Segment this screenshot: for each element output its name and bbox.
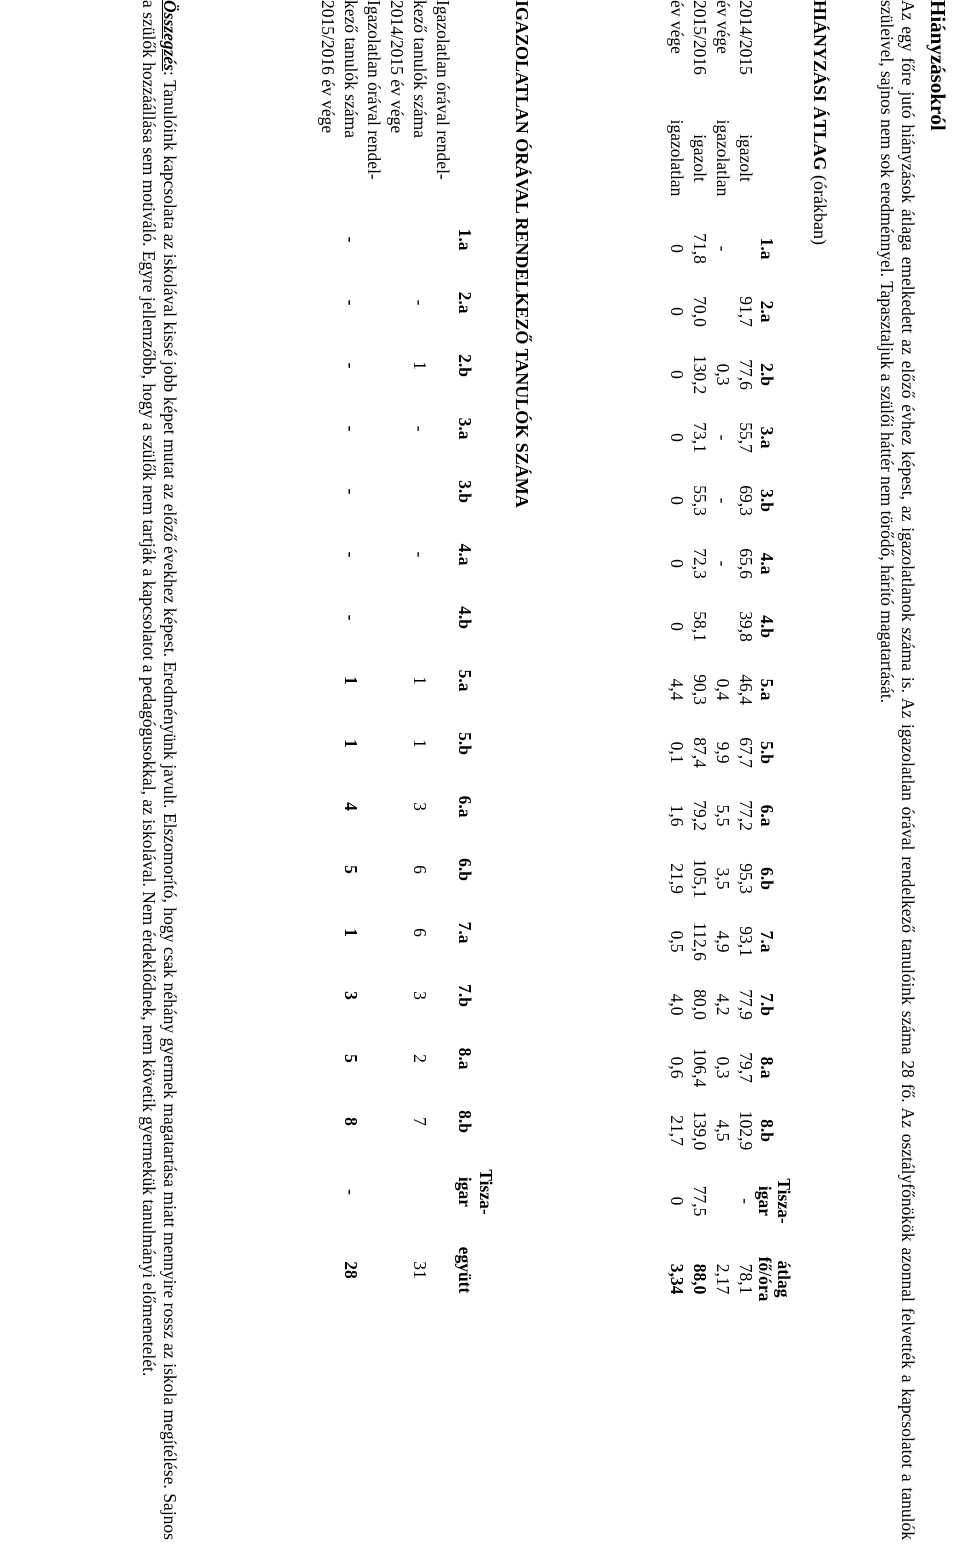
header-spacer [453,0,496,208]
table-cell [315,838,338,901]
average-cell: 78,1 [736,1263,756,1295]
col-header: 7.b [757,993,778,1016]
col-header: 7.a [757,930,778,953]
row-label: Igazolatlan órával rendel- [433,0,454,180]
table-cell: 0 [667,244,687,253]
table-cell: - [341,299,362,306]
table-cell [407,460,430,523]
col-header: 6.a [454,795,475,818]
table-cell [384,712,407,775]
table-cell [315,586,338,649]
table-cell [430,649,453,712]
table-cell: 5,5 [713,804,733,827]
table-cell [384,208,407,271]
table-cell [384,586,407,649]
table-cell [361,397,384,460]
average-cell: 3,34 [667,1263,687,1295]
unexcused-heading: IGAZOLATLAN ÓRÁVAL RENDELKEZŐ TANULÓK SZÁMA [512,0,532,508]
table-cell: 93,1 [736,926,756,957]
table-cell [361,649,384,712]
tiszaigar-cell [407,1153,430,1231]
table-cell [315,397,338,460]
row-label: kező tanulók száma [341,0,362,139]
table-cell: 3,5 [713,867,733,890]
row-period: 2014/2015 [736,0,756,75]
table-cell [361,712,384,775]
total-cell: 31 [410,1261,431,1279]
col-header: 6.b [454,858,475,881]
table-row [430,0,453,1309]
table-cell [430,460,453,523]
table-cell [710,280,733,343]
table-cell [430,838,453,901]
table-cell: 5 [341,865,362,874]
table-cell [361,1027,384,1090]
table-cell: 58,1 [690,611,710,642]
table-row [315,0,338,1309]
table-cell [384,523,407,586]
table-cell [733,217,756,280]
table-cell [315,460,338,523]
table-cell [407,586,430,649]
table-cell [407,208,430,271]
row-type: igazolt [690,134,710,182]
row-label: kező tanulók száma [410,0,431,139]
table-cell: 0,5 [667,930,687,953]
table-cell: 0,4 [713,678,733,701]
col-header: 4.b [757,615,778,638]
col-header: 2.b [757,363,778,386]
table-cell: 0,3 [713,1056,733,1079]
table-cell: 1 [341,676,362,685]
col-header: 6.a [757,804,778,827]
table-cell: 0,3 [713,363,733,386]
col-header: 8.b [454,1110,475,1133]
col-header: 5.b [757,741,778,764]
table-cell: 102,9 [736,1110,756,1151]
table-cell: 3 [410,991,431,1000]
col-header: 3.a [757,426,778,449]
tiszaigar-cell: - [736,1198,756,1204]
table-cell: 1 [410,361,431,370]
total-cell [430,1231,453,1309]
table-cell [430,271,453,334]
table-cell [384,271,407,334]
table-cell: 21,9 [667,863,687,894]
avg-table-header [756,0,796,1318]
row-type: igazolatlan [667,119,687,197]
table-cell: 0 [667,559,687,568]
table-cell [315,712,338,775]
table-cell: - [341,362,362,369]
table-cell: 91,7 [736,296,756,327]
tiszaigar-cell: - [341,1189,362,1195]
table-cell: 1 [410,676,431,685]
row-label: 2014/2015 év vége [387,0,408,134]
col-header: 8.a [757,1056,778,1079]
header-line: igar [755,1185,776,1217]
table-row [361,0,384,1309]
col-header: 4.b [454,606,475,629]
col-header-total [453,1231,496,1309]
table-cell: 4,9 [713,930,733,953]
table-cell: 0,6 [667,1056,687,1079]
table-cell: 4,4 [667,678,687,701]
table-cell [384,397,407,460]
summary-lead: Összegzés [160,0,180,71]
header-line: átlag [773,1260,794,1298]
row-type: igazolt [736,134,756,182]
col-header: 1.a [757,237,778,260]
col-header: 5.b [454,732,475,755]
table-cell [315,334,338,397]
table-cell: 130,2 [690,354,710,395]
table-cell: - [410,299,431,306]
table-cell: - [410,425,431,432]
table-cell: 2 [410,1054,431,1063]
header-line: Tisza- [773,1178,794,1224]
tiszaigar-cell [361,1153,384,1231]
table-cell: 39,8 [736,611,756,642]
table-row [338,0,361,1309]
table-cell: - [713,245,733,252]
table-cell: - [713,497,733,504]
table-cell [315,964,338,1027]
table-cell [315,208,338,271]
col-header: 4.a [757,552,778,575]
table-cell: - [341,488,362,495]
row-period: év vége [713,0,733,54]
table-cell [430,901,453,964]
tiszaigar-cell [315,1153,338,1231]
col-header-tiszaigar [453,1153,496,1231]
header-spacer [756,99,796,217]
table-cell: - [341,614,362,621]
absence-average-table [664,0,796,1318]
table-cell [315,271,338,334]
table-cell [384,649,407,712]
unexcused-students-table [315,0,496,1309]
table-cell: 0 [667,307,687,316]
header-line: Tisza- [476,1169,496,1215]
tiszaigar-cell [430,1153,453,1231]
table-cell: - [341,551,362,558]
table-cell: 105,1 [690,858,710,899]
table-cell: 79,7 [736,1052,756,1083]
table-row [687,0,710,1318]
col-header: 8.b [757,1119,778,1142]
table-cell: 1 [341,739,362,748]
table-cell: 112,6 [690,922,710,961]
table-cell [430,397,453,460]
tiszaigar-cell: 0 [667,1196,687,1206]
average-cell: 88,0 [690,1263,710,1295]
table-cell: - [713,560,733,567]
table-cell: 72,3 [690,548,710,579]
table-cell [430,712,453,775]
table-cell: 73,1 [690,422,710,453]
table-row [710,0,733,1318]
table-cell: 5 [341,1054,362,1063]
table-cell [430,1090,453,1153]
table-cell [384,775,407,838]
average-cell: 2,17 [713,1263,733,1295]
col-header: 2.a [757,300,778,323]
col-header: 3.b [454,480,475,503]
tiszaigar-cell: 77,5 [690,1185,710,1217]
table-cell: 67,7 [736,737,756,768]
total-cell: 28 [341,1261,362,1279]
header-spacer [756,0,796,99]
table-cell: 0 [667,433,687,442]
table-cell: - [713,434,733,441]
table-cell: 77,9 [736,989,756,1020]
table-cell: 69,3 [736,485,756,516]
col-header: 3.a [454,417,475,440]
table-cell [361,1090,384,1153]
table-cell: 3 [410,802,431,811]
table-cell [361,334,384,397]
table-cell: 77,6 [736,359,756,390]
total-cell [361,1231,384,1309]
tiszaigar-cell [710,1162,733,1240]
table-cell [315,1027,338,1090]
unex-table-header [453,0,496,1309]
summary-text: : Tanulóink kapcsolata az iskolával kissé jobb képet mutat az előző évekhez képest. Eredményünk javult. Elszomorító, hogy csak néhány gyermek magatartása miatt mennyire rossz az iskola megítélése. Sajnos a szülők hozzáállása sem motiváló. Egyre jellemzőbb, hogy a szülők nem tartják a kapcsolatot a pedagógusokkal, az iskolával. Nem érdeklődnek, nem követik gyermekük tanulmányi előmenetelét. [138,0,180,1540]
table-cell [361,460,384,523]
table-cell: 1 [410,739,431,748]
table-cell: 4,5 [713,1119,733,1142]
col-header: 1.a [454,228,475,251]
table-cell: 6 [410,865,431,874]
table-cell: 139,0 [690,1110,710,1151]
row-label: 2015/2016 év vége [318,0,339,134]
table-cell: 1,6 [667,804,687,827]
col-header: 2.b [454,354,475,377]
table-cell: 70,0 [690,296,710,327]
avg-heading [808,0,830,245]
table-cell: 4,0 [667,993,687,1016]
table-cell [384,334,407,397]
table-cell [361,901,384,964]
table-cell [384,838,407,901]
avg-heading-sub: (órákban) [810,175,830,246]
tiszaigar-cell [384,1153,407,1231]
table-cell [361,523,384,586]
table-cell [361,838,384,901]
table-cell: 0,1 [667,741,687,764]
section-title: Hiányzásokról [926,0,950,131]
row-label: Igazolatlan órával rendel- [364,0,385,180]
table-cell [384,1090,407,1153]
table-cell: 55,7 [736,422,756,453]
table-cell [315,775,338,838]
table-cell [430,964,453,1027]
summary-paragraph [137,0,180,1540]
table-cell: 0 [667,370,687,379]
col-header: 5.a [757,678,778,701]
table-cell [384,1027,407,1090]
table-cell: 95,3 [736,863,756,894]
table-cell [384,901,407,964]
table-row [664,0,687,1318]
col-header: 3.b [757,489,778,512]
table-cell [315,901,338,964]
table-cell [361,964,384,1027]
table-cell [361,586,384,649]
table-cell: 21,7 [667,1115,687,1146]
table-cell: - [341,236,362,243]
table-cell [430,775,453,838]
table-cell: 87,4 [690,737,710,768]
table-cell [430,586,453,649]
table-cell: 65,6 [736,548,756,579]
col-header: 2.a [454,291,475,314]
table-cell [710,595,733,658]
table-cell: 106,4 [690,1047,710,1088]
col-header: 7.b [454,984,475,1007]
table-cell: 9,9 [713,741,733,764]
table-cell: 55,3 [690,485,710,516]
table-cell [430,1027,453,1090]
total-cell [384,1231,407,1309]
table-cell: 6 [410,928,431,937]
header-line: együtt [454,1246,475,1294]
table-cell: 0 [667,622,687,631]
table-cell: 4,2 [713,993,733,1016]
avg-heading-main: HIÁNYZÁSI ÁTLAG [810,0,830,171]
table-cell: 8 [341,1117,362,1126]
table-cell: 0 [667,496,687,505]
table-cell [430,334,453,397]
table-cell: - [341,425,362,432]
total-cell [315,1231,338,1309]
table-cell: 90,3 [690,674,710,705]
col-header-average [756,1240,796,1318]
col-header: 7.a [454,921,475,944]
col-header-tiszaigar [756,1162,796,1240]
table-cell [430,523,453,586]
table-cell [315,523,338,586]
table-cell: 79,2 [690,800,710,831]
row-type: igazolatlan [713,119,733,197]
table-cell [361,271,384,334]
table-cell: 80,0 [690,989,710,1020]
col-header: 6.b [757,867,778,890]
table-cell [315,649,338,712]
table-cell [315,1090,338,1153]
table-row [384,0,407,1309]
header-line: igar [454,1176,475,1208]
table-cell: 7 [410,1117,431,1126]
col-header: 4.a [454,543,475,566]
row-period: év vége [667,0,687,54]
col-header: 5.a [454,669,475,692]
table-cell [384,964,407,1027]
table-cell [430,208,453,271]
col-header: 8.a [454,1047,475,1070]
table-cell [384,460,407,523]
row-period: 2015/2016 [690,0,710,75]
table-row [407,0,430,1309]
table-cell: 71,8 [690,233,710,264]
table-cell [361,208,384,271]
table-cell: 3 [341,991,362,1000]
header-line: fő/óra [755,1256,776,1302]
table-cell: 46,4 [736,674,756,705]
table-cell: 4 [341,802,362,811]
intro-paragraph: Az egy főre jutó hiányzások átlaga emelkedett az előző évhez képest, az igazolatlanok száma is. Az igazolatlan órával rendelkező tanulóink száma 28 fő. Az osztályfőnökök azonnal felvették a kapcsolatot a tanulók szüleivel, sajnos nem sok eredménnyel. Tapasztaljuk a szülői háttér nem törődő, hárító magatartását. [876,0,918,1540]
table-row [733,0,756,1318]
table-cell: 77,2 [736,800,756,831]
table-cell [361,775,384,838]
table-cell: - [410,551,431,558]
table-cell: 1 [341,928,362,937]
